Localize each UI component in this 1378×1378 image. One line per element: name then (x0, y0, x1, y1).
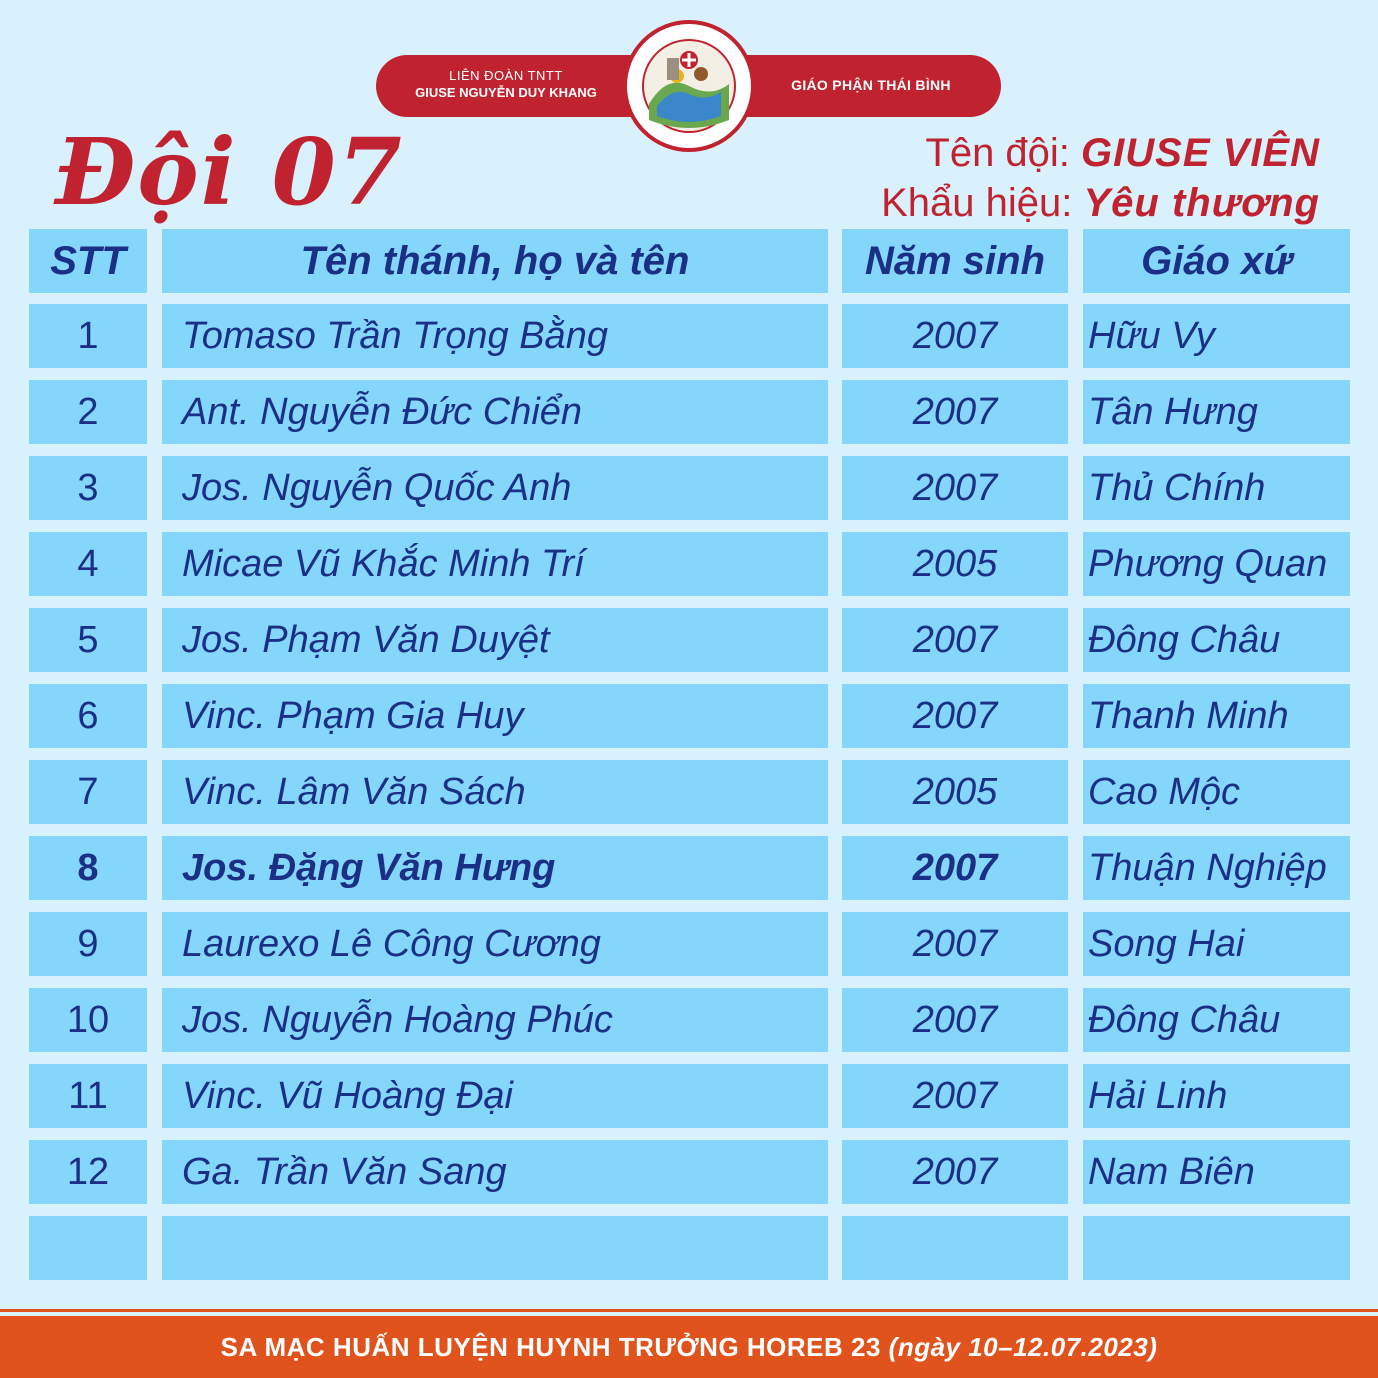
table-row (0, 1064, 1378, 1128)
banner-left-line1: LIÊN ĐOÀN TNTT (449, 68, 563, 83)
cell-name: Ga. Trần Văn Sang (162, 1140, 828, 1204)
team-name-line (881, 128, 1320, 178)
table-row (0, 608, 1378, 672)
team-motto-line (881, 178, 1320, 228)
cell-stt: 3 (29, 456, 147, 520)
cell-parish: Đông Châu (1083, 988, 1350, 1052)
diocese-logo (623, 20, 755, 152)
cell-parish: Tân Hưng (1083, 380, 1350, 444)
cell-year: 2007 (842, 684, 1068, 748)
cell-name: Vinc. Vũ Hoàng Đại (162, 1064, 828, 1128)
banner-right: GIÁO PHẬN THÁI BÌNH (791, 77, 951, 93)
cell-name: Jos. Đặng Văn Hưng (162, 836, 828, 900)
cell-year (842, 1216, 1068, 1280)
cell-year: 2007 (842, 304, 1068, 368)
cell-stt: 7 (29, 760, 147, 824)
cell-year: 2007 (842, 1140, 1068, 1204)
team-info (881, 128, 1320, 228)
cell-name: Ant. Nguyễn Đức Chiển (162, 380, 828, 444)
cell-stt: 5 (29, 608, 147, 672)
cell-parish: Thủ Chính (1083, 456, 1350, 520)
cell-year: 2007 (842, 836, 1068, 900)
table-row (0, 304, 1378, 368)
cell-name: Laurexo Lê Công Cương (162, 912, 828, 976)
cell-stt: 6 (29, 684, 147, 748)
cell-stt: 2 (29, 380, 147, 444)
cell-stt: 12 (29, 1140, 147, 1204)
cell-parish: Song Hai (1083, 912, 1350, 976)
team-motto-label: Khẩu hiệu: (881, 181, 1084, 225)
footer-divider (0, 1309, 1378, 1312)
banner-left (376, 67, 636, 101)
table-row (0, 760, 1378, 824)
table-row (0, 380, 1378, 444)
cell-parish: Nam Biên (1083, 1140, 1350, 1204)
cell-stt: 1 (29, 304, 147, 368)
banner-left-line2: GIUSE NGUYỄN DUY KHANG (415, 85, 597, 100)
cell-stt (29, 1216, 147, 1280)
cell-year: 2005 (842, 532, 1068, 596)
cell-name: Vinc. Phạm Gia Huy (162, 684, 828, 748)
header-parish: Giáo xứ (1083, 229, 1350, 293)
table-row-empty (0, 1216, 1378, 1280)
header-year: Năm sinh (842, 229, 1068, 293)
table-row (0, 456, 1378, 520)
cell-name (162, 1216, 828, 1280)
table-row (0, 1140, 1378, 1204)
table-row (0, 912, 1378, 976)
cell-name: Tomaso Trần Trọng Bằng (162, 304, 828, 368)
cell-name: Vinc. Lâm Văn Sách (162, 760, 828, 824)
footer-date: (ngày 10–12.07.2023) (888, 1332, 1158, 1362)
cell-stt: 11 (29, 1064, 147, 1128)
table-header-row (0, 229, 1378, 293)
cell-year: 2007 (842, 608, 1068, 672)
cell-parish: Hữu Vy (1083, 304, 1350, 368)
cell-parish: Đông Châu (1083, 608, 1350, 672)
cell-parish: Phương Quan (1083, 532, 1350, 596)
logo-emblem-icon (627, 24, 751, 148)
cell-parish: Thuận Nghiệp (1083, 836, 1350, 900)
footer-title: SA MẠC HUẤN LUYỆN HUYNH TRƯỞNG HOREB 23 (220, 1332, 889, 1362)
cell-stt: 10 (29, 988, 147, 1052)
header-stt: STT (29, 229, 147, 293)
cell-year: 2007 (842, 988, 1068, 1052)
cell-year: 2005 (842, 760, 1068, 824)
cell-year: 2007 (842, 380, 1068, 444)
team-name-value: GIUSE VIÊN (1081, 131, 1320, 175)
table-row (0, 532, 1378, 596)
cell-parish: Hải Linh (1083, 1064, 1350, 1128)
cell-name: Jos. Nguyễn Hoàng Phúc (162, 988, 828, 1052)
footer-bar (0, 1316, 1378, 1378)
cell-stt: 9 (29, 912, 147, 976)
table-row (0, 684, 1378, 748)
cell-parish (1083, 1216, 1350, 1280)
cell-stt: 8 (29, 836, 147, 900)
table-row-highlighted (0, 836, 1378, 900)
cell-stt: 4 (29, 532, 147, 596)
cell-year: 2007 (842, 912, 1068, 976)
cell-name: Jos. Nguyễn Quốc Anh (162, 456, 828, 520)
team-motto-value: Yêu thương (1083, 181, 1320, 225)
cell-year: 2007 (842, 456, 1068, 520)
team-name-label: Tên đội: (925, 131, 1082, 175)
cell-parish: Thanh Minh (1083, 684, 1350, 748)
cell-name: Jos. Phạm Văn Duyệt (162, 608, 828, 672)
cell-year: 2007 (842, 1064, 1068, 1128)
team-title: Đội 07 (55, 118, 404, 226)
cell-parish: Cao Mộc (1083, 760, 1350, 824)
header-name: Tên thánh, họ và tên (162, 229, 828, 293)
table-row (0, 988, 1378, 1052)
cell-name: Micae Vũ Khắc Minh Trí (162, 532, 828, 596)
